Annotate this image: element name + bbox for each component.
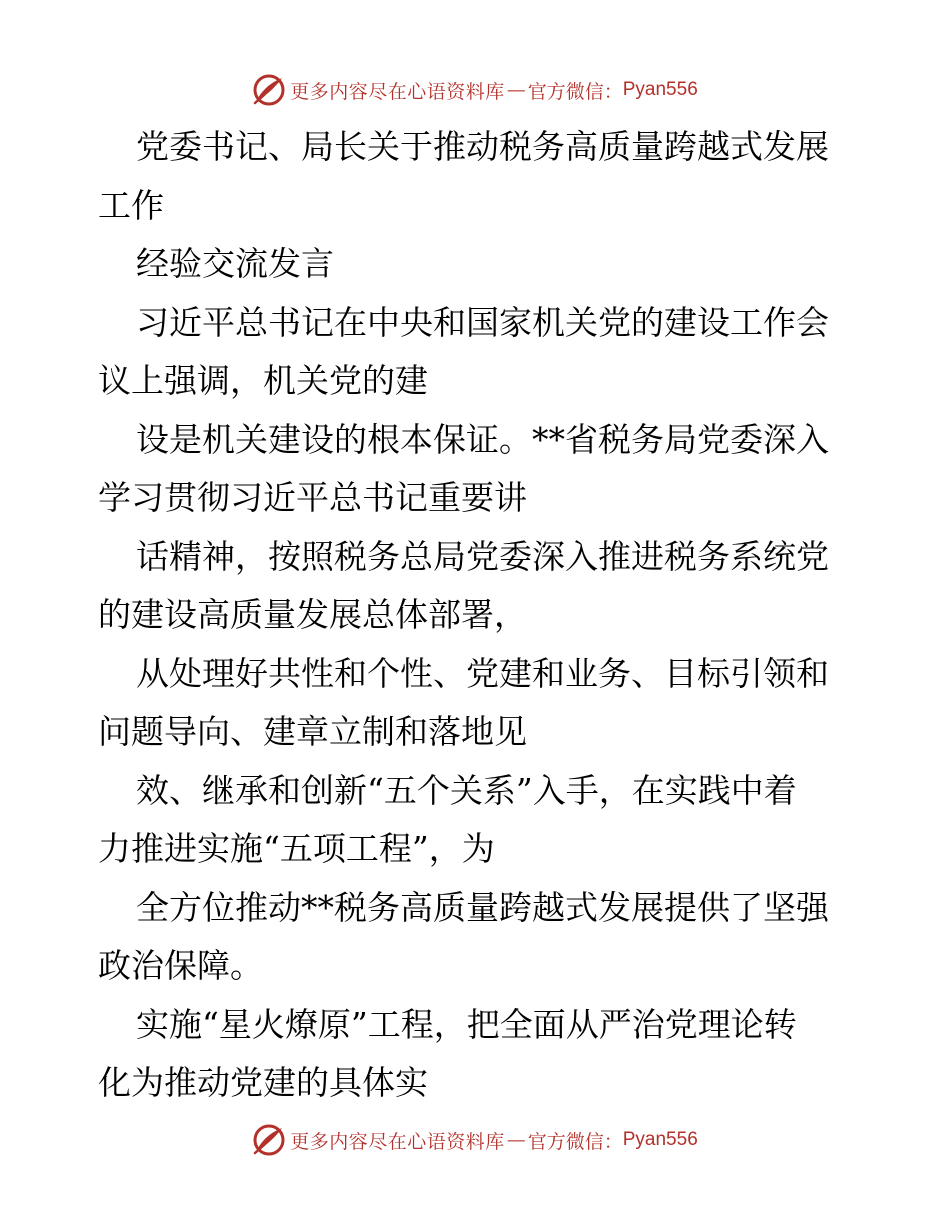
paragraph-line: 议上强调，机关党的建 [98, 361, 428, 400]
footer-banner [0, 1120, 950, 1160]
banner-separator: — [506, 79, 526, 101]
subtitle-line: 经验交流发言 [136, 244, 334, 283]
paragraph-line: 从处理好共性和个性、党建和业务、目标引领和 [136, 653, 829, 693]
banner-brand-text: 更多内容尽在心语资料库 [290, 1130, 505, 1153]
paragraph-line: 效、继承和创新“五个关系”入手，在实践中着 [136, 770, 797, 810]
banner-wechat-label: 官方微信： [527, 80, 623, 103]
paragraph-line: 习近平总书记在中央和国家机关党的建设工作会 [136, 302, 829, 342]
paragraph-line: 全方位推动**税务高质量跨越式发展提供了坚强 [136, 887, 829, 927]
paragraph-line: 话精神，按照税务总局党委深入推进税务系统党 [136, 536, 829, 576]
paragraph-line: 设是机关建设的根本保证。**省税务局党委深入 [136, 419, 829, 459]
title-line-2: 工作 [98, 185, 164, 225]
banner-wechat-id: Pyan556 [622, 79, 698, 100]
document-body [98, 118, 854, 1113]
quill-logo-icon [252, 73, 286, 107]
paragraph-line: 化为推动党建的具体实 [98, 1063, 428, 1102]
banner-wechat-label: 官方微信： [527, 1130, 623, 1153]
paragraph-line: 的建设高质量发展总体部署， [98, 595, 527, 634]
title-line-1: 党委书记、局长关于推动税务高质量跨越式发展 [136, 127, 829, 166]
banner-separator: — [506, 1129, 526, 1151]
paragraph-line: 政治保障。 [98, 946, 263, 985]
paragraph-line: 学习贯彻习近平总书记重要讲 [98, 478, 527, 517]
paragraph-line: 力推进实施“五项工程”，为 [98, 829, 495, 868]
header-banner [0, 70, 950, 110]
banner-wechat-id: Pyan556 [622, 1129, 698, 1150]
paragraph-line: 问题导向、建章立制和落地见 [98, 712, 527, 751]
banner-brand-text: 更多内容尽在心语资料库 [290, 80, 505, 103]
quill-logo-icon [252, 1123, 286, 1157]
paragraph-line: 实施“星火燎原”工程，把全面从严治党理论转 [136, 1004, 797, 1044]
